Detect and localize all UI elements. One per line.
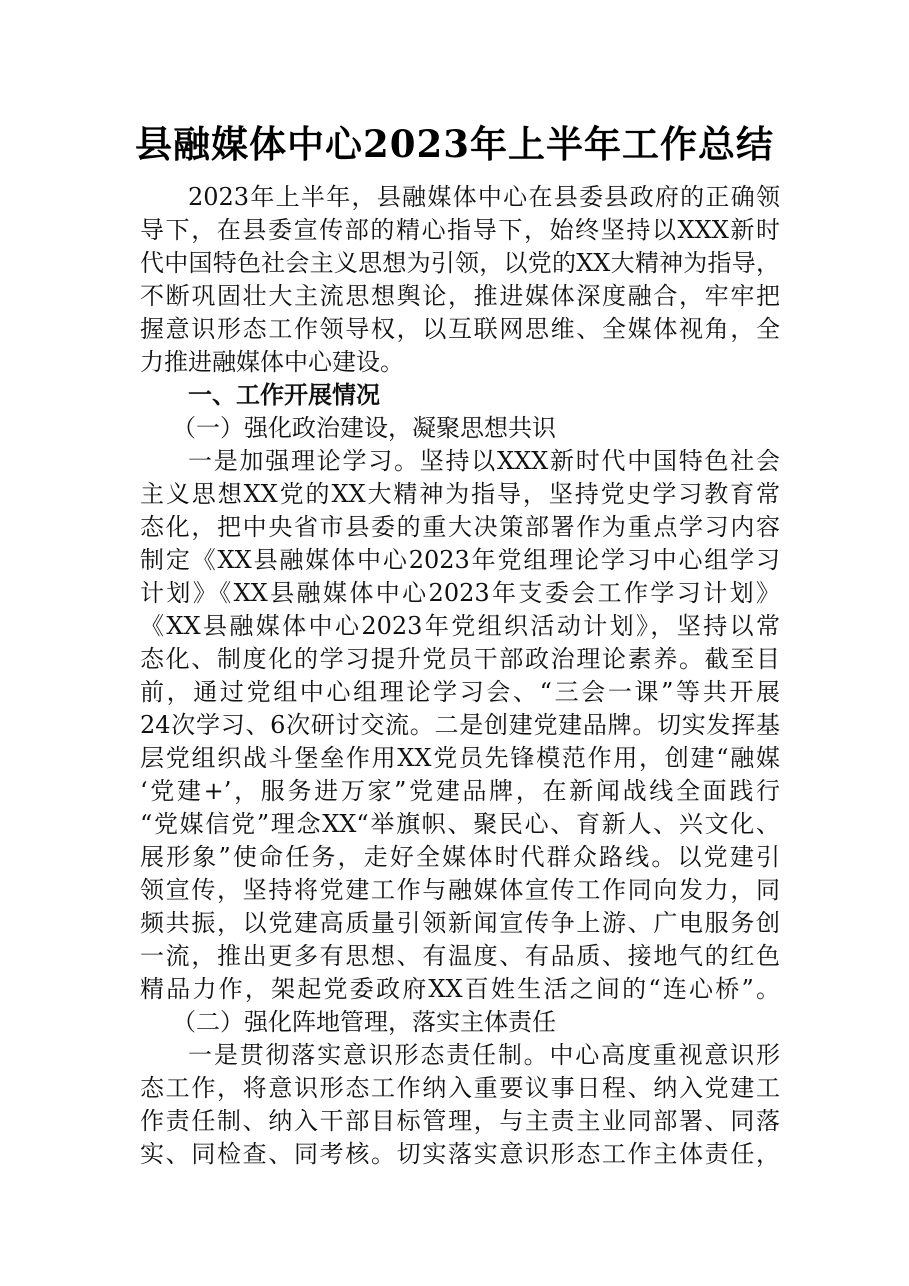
paragraph-line: 2023年上半年，县融媒体中心在县委县政府的正确领: [188, 183, 780, 211]
paragraph-line: 一是贯彻落实意识形态责任制。中心高度重视意识形: [188, 1041, 780, 1069]
paragraph-line: 握意识形态工作领导权，以互联网思维、全媒体视角，全: [140, 315, 780, 343]
paragraph-line: 展形象”使命任务，走好全媒体时代群众路线。以党建引: [140, 843, 780, 871]
paragraph-line: 《XX县融媒体中心2023年党组织活动计划》，坚持以常: [140, 612, 780, 640]
paragraph-line: 态工作，将意识形态工作纳入重要议事日程、纳入党建工: [140, 1074, 780, 1102]
paragraph-line: 一是加强理论学习。坚持以XXX新时代中国特色社会: [188, 447, 780, 475]
paragraph-line: 主义思想XX党的XX大精神为指导，坚持党史学习教育常: [140, 480, 780, 508]
paragraph-line: ‘党建+’，服务进万家”党建品牌，在新闻战线全面践行: [140, 777, 780, 805]
section-heading: 一、工作开展情况: [188, 380, 380, 409]
paragraph-line: “党媒信党”理念XX“举旗帜、聚民心、育新人、兴文化、: [140, 810, 780, 838]
paragraph-line: 态化、制度化的学习提升党员干部政治理论素养。截至目: [140, 645, 780, 673]
paragraph-line: 导下，在县委宣传部的精心指导下，始终坚持以XXX新时: [140, 216, 780, 244]
paragraph-line: 态化，把中央省市县委的重大决策部署作为重点学习内容: [140, 513, 780, 541]
subsection-heading: （二）强化阵地管理，落实主体责任: [172, 1008, 556, 1036]
subsection-heading: （一）强化政治建设，凝聚思想共识: [172, 414, 556, 442]
paragraph-line: 实、同检查、同考核。切实落实意识形态工作主体责任，: [140, 1140, 780, 1168]
paragraph-line: 领宣传，坚持将党建工作与融媒体宣传工作同向发力，同: [140, 876, 780, 904]
paragraph-line: 作责任制、纳入干部目标管理，与主责主业同部署、同落: [140, 1107, 780, 1135]
paragraph-line: 前，通过党组中心组理论学习会、“三会一课”等共开展: [140, 678, 780, 706]
paragraph-line: 计划》《XX县融媒体中心2023年支委会工作学习计划》: [140, 579, 780, 607]
paragraph-line: 频共振，以党建高质量引领新闻宣传争上游、广电服务创: [140, 909, 780, 937]
paragraph-line: 力推进融媒体中心建设。: [140, 348, 404, 376]
paragraph-line: 制定《XX县融媒体中心2023年党组理论学习中心组学习: [140, 546, 780, 574]
paragraph-line: 一流，推出更多有思想、有温度、有品质、接地气的红色: [140, 942, 780, 970]
paragraph-line: 不断巩固壮大主流思想舆论，推进媒体深度融合，牢牢把: [140, 282, 780, 310]
paragraph-line: 代中国特色社会主义思想为引领，以党的XX大精神为指导，: [140, 249, 780, 277]
paragraph-line: 24次学习、6次研讨交流。二是创建党建品牌。切实发挥基: [140, 711, 780, 739]
paragraph-line: 层党组织战斗堡垒作用XX党员先锋模范作用，创建“融媒: [140, 744, 780, 772]
paragraph-line: 精品力作，架起党委政府XX百姓生活之间的“连心桥”。: [140, 975, 780, 1003]
document-title: 县融媒体中心2023年上半年工作总结: [135, 122, 774, 166]
